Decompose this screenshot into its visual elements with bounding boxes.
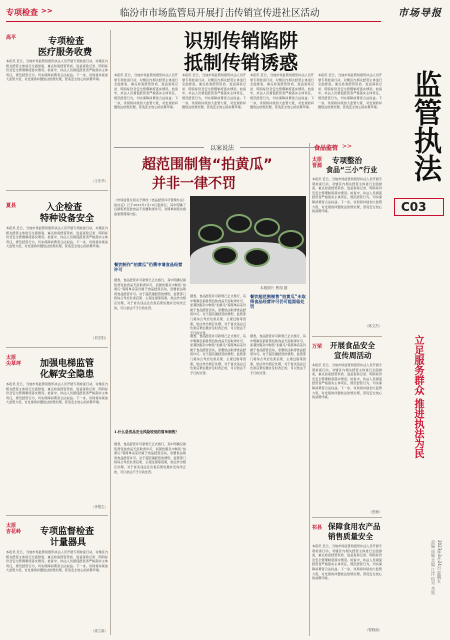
top-headline: 临汾市市场监管局开展打击传销宣传进社区活动	[120, 8, 320, 19]
article-byline: （李银生）	[91, 505, 108, 509]
case-body-2: 据悉，食品经营许可新规已正式施行，其中明确仅销售预包装食品无需取得许可，而餐饮服务中制售“拍黄瓜”等简单凉菜仍属于食品经营活动，需要依法取得食品经营许可。对于超范围经营的情形，监管部门将综合考虑危害后果、主观过错等因素，依法作出相应处理，对于首次违法且危害后果轻微并及时改正的，可以依法不予行政处罚。	[114, 442, 186, 474]
region-tag: 夏县	[6, 203, 17, 209]
case-right-column	[190, 292, 306, 636]
top-bar	[0, 0, 450, 24]
right-article-jinyuan	[312, 155, 382, 330]
region-tag: 太原 晋源	[312, 157, 323, 169]
article-title-line-1: 专项检查	[48, 37, 85, 47]
column-title: 监管执法	[410, 70, 443, 182]
article-title-line-2: 化解安全隐患	[40, 370, 95, 380]
subhead-1	[114, 262, 186, 276]
article-title-line-2: 销售质量安全	[328, 532, 373, 541]
article-body: 本报讯 近日，当地市场监管局组织执法人员开展专项检查行动，对辖区内相关经营主体进行全面排查，重点检查经营资质、进货查验记录、明码标价及安全管理制度落实情况。检查中，执法人员督促经营者严格落实主体责任，规范经营行为，切实保障消费者合法权益。下一步，该局将持续加大监管力度，对发现的问题依法依规处理，营造安全放心的消费环境。	[6, 550, 108, 573]
cucumber-piece-icon	[254, 218, 280, 237]
food-section-arrows-icon: >>	[342, 143, 353, 150]
lead-body-col-4: 本报讯 近日，当地市场监管局组织执法人员开展专项检查行动，对辖区内相关经营主体进行全面排查，重点检查经营资质、进货查验记录、明码标价及安全管理制度落实情况。检查中，执法人员督促经营者严格落实主体责任，规范经营行为，切实保障消费者合法权益。下一步，该局将持续加大监管力度，对发现的问题依法依规处理，营造安全放心的消费环境。	[318, 73, 382, 110]
right-article-wanrong	[312, 340, 382, 516]
article-title-line-2: 食品“三小”行业	[326, 166, 378, 174]
article-title-line-1: 入企检查	[46, 203, 83, 213]
masthead	[384, 0, 450, 640]
center-right-divider	[309, 143, 310, 636]
food-section-text: 食品监管	[314, 145, 339, 152]
left-article-gaoping	[6, 32, 108, 187]
left-divider-3	[6, 515, 108, 516]
banner-label: 以案说法	[210, 145, 235, 152]
article-title-line-2: 宣传周活动	[334, 351, 372, 360]
article-title-line-1: 保障食用农产品	[328, 522, 381, 531]
article-title-line-1: 加强电梯监管	[40, 359, 95, 369]
left-article-jiancaoping	[6, 352, 108, 512]
article-body: 本报讯 近日，当地市场监管局组织执法人员开展专项检查行动，对辖区内相关经营主体进行全面排查，重点检查经营资质、进货查验记录、明码标价及安全管理制度落实情况。检查中，执法人员督促经营者严格落实主体责任，规范经营行为，切实保障消费者合法权益。下一步，该局将持续加大监管力度，对发现的问题依法依规处理，营造安全放心的消费环境。	[312, 544, 382, 581]
article-body: 本报讯 近日，当地市场监管局组织执法人员开展专项检查行动，对辖区内相关经营主体进行全面排查，重点检查经营资质、进货查验记录、明码标价及安全管理制度落实情况。检查中，执法人员督促经营者严格落实主体责任，规范经营行为，切实保障消费者合法权益。下一步，该局将持续加大监管力度，对发现的问题依法依规处理，营造安全放心的消费环境。	[312, 363, 382, 400]
left-divider-2	[6, 347, 108, 348]
lead-headline-2: 抵制传销诱惑	[184, 52, 299, 74]
region-tag: 太原 尖草坪	[6, 355, 22, 367]
case-headline-1: 超范围制售“拍黄瓜”	[142, 157, 273, 173]
cucumber-piece-icon	[212, 246, 238, 265]
article-body: 本报讯 近日，当地市场监管局组织执法人员开展专项检查行动，对辖区内相关经营主体进行全面排查，重点检查经营资质、进货查验记录、明码标价及安全管理制度落实情况。检查中，执法人员督促经营者严格落实主体责任，规范经营行为，切实保障消费者合法权益。下一步，该局将持续加大监管力度，对发现的问题依法依规处理，营造安全放心的消费环境。	[6, 382, 108, 405]
section-label-special-check: 专项检查	[6, 8, 38, 17]
food-section-label	[312, 143, 382, 153]
bold-para: 1.什么是食品安全风险较低的简单制售？	[114, 430, 179, 434]
subhead-2-text: 餐饮超范围制售“拍黄瓜”未取得食品经营许可仍可能面临处罚	[250, 294, 306, 310]
right-divider-2	[312, 517, 382, 518]
article-body: 本报讯 近日，当地市场监管局组织执法人员开展专项检查行动，对辖区内相关经营主体进行全面排查，重点检查经营资质、进货查验记录、明码标价及安全管理制度落实情况。检查中，执法人员督促经营者严格落实主体责任，规范经营行为，切实保障消费者合法权益。下一步，该局将持续加大监管力度，对发现的问题依法依规处理，营造安全放心的消费环境。	[312, 177, 382, 214]
lead-body-col-3: 本报讯 近日，当地市场监管局组织执法人员开展专项检查行动，对辖区内相关经营主体进行全面排查，重点检查经营资质、进货查验记录、明码标价及安全管理制度落实情况。检查中，执法人员督促经营者严格落实主体责任，规范经营行为，切实保障消费者合法权益。下一步，该局将持续加大监管力度，对发现的问题依法依规处理，营造安全放心的消费环境。	[250, 73, 314, 110]
article-byline: （张楠）	[368, 510, 382, 514]
lead-headline-1: 识别传销陷阱	[184, 30, 299, 52]
case-intro: 《市场监管总局关于修改《食品经营许可管理办法》的决定》已于2023年1月10日起施行。其中明确了仅销售预包装食品不需要取得许可，对简单制售实施备案管理等内容。	[114, 198, 186, 216]
article-body: 本报讯 近日，当地市场监管局组织执法人员开展专项检查行动，对辖区内相关经营主体进行全面排查，重点检查经营资质、进货查验记录、明码标价及安全管理制度落实情况。检查中，执法人员督促经营者严格落实主体责任，规范经营行为，切实保障消费者合法权益。下一步，该局将持续加大监管力度，对发现的问题依法依规处理，营造安全放心的消费环境。	[6, 59, 108, 82]
page-code-box	[394, 198, 444, 216]
case-right-text-1: 据悉，食品经营许可新规已正式施行，其中明确仅销售预包装食品无需取得许可，而餐饮服务中制售“拍黄瓜”等简单凉菜仍属于食品经营活动，需要依法取得食品经营许可。对于超范围经营的情形，监管部门将综合考虑危害后果、主观过错等因素，依法作出相应处理，对于首次违法且危害后果轻微并及时改正的，可以依法不予行政处罚。	[190, 294, 246, 335]
lead-body-col-1: 本报讯 近日，当地市场监管局组织执法人员开展专项检查行动，对辖区内相关经营主体进行全面排查，重点检查经营资质、进货查验记录、明码标价及安全管理制度落实情况。检查中，执法人员督促经营者严格落实主体责任，规范经营行为，切实保障消费者合法权益。下一步，该局将持续加大监管力度，对发现的问题依法依规处理，营造安全放心的消费环境。	[114, 73, 178, 110]
left-article-xiaxian	[6, 196, 108, 344]
article-body: 本报讯 近日，当地市场监管局组织执法人员开展专项检查行动，对辖区内相关经营主体进行全面排查，重点检查经营资质、进货查验记录、明码标价及安全管理制度落实情况。检查中，执法人员督促经营者严格落实主体责任，规范经营行为，切实保障消费者合法权益。下一步，该局将持续加大监管力度，对发现的问题依法依规处理，营造安全放心的消费环境。	[6, 226, 108, 249]
article-title-line-2: 医疗服务收费	[38, 48, 93, 58]
sushi-photo	[190, 196, 306, 284]
paper-logo: 市场导报	[398, 8, 442, 19]
case-banner	[114, 143, 334, 152]
case-body-1: 据悉，食品经营许可新规已正式施行，其中明确仅销售预包装食品无需取得许可，而餐饮服务中制售“拍黄瓜”等简单凉菜仍属于食品经营活动，需要依法取得食品经营许可。对于超范围经营的情形，监管部门将综合考虑危害后果、主观过错等因素，依法作出相应处理，对于首次违法且危害后果轻微并及时改正的，可以依法不予行政处罚。	[114, 278, 186, 310]
article-title-line-2: 计量器具	[50, 538, 87, 548]
banner-rule-left	[114, 147, 204, 148]
article-byline: （姚文杰）	[365, 324, 382, 328]
date-line: 2023年2月24日 星期五	[437, 540, 442, 584]
right-article-qixian	[312, 521, 382, 636]
region-tag: 祁县	[312, 525, 323, 531]
article-byline: （刘宏阳）	[91, 336, 108, 340]
case-right-text-3: 据悉，食品经营许可新规已正式施行，其中明确仅销售预包装食品无需取得许可，而餐饮服务中制售“拍黄瓜”等简单凉菜仍属于食品经营活动，需要依法取得食品经营许可。对于超范围经营的情形，监管部门将综合考虑危害后果、主观过错等因素，依法作出相应处理，对于首次违法且危害后果轻微并及时改正的，可以依法不予行政处罚。	[250, 334, 306, 375]
top-rule	[6, 21, 381, 22]
arrows-icon: >>	[41, 7, 53, 15]
region-tag: 太原 杏花岭	[6, 523, 22, 535]
cucumber-piece-icon	[226, 214, 252, 233]
case-right-text-2: 据悉，食品经营许可新规已正式施行，其中明确仅销售预包装食品无需取得许可，而餐饮服务中制售“拍黄瓜”等简单凉菜仍属于食品经营活动，需要依法取得食品经营许可。对于超范围经营的情形，监管部门将综合考虑危害后果、主观过错等因素，依法作出相应处理，对于首次违法且危害后果轻微并及时改正的，可以依法不予行政处罚。	[190, 334, 246, 375]
case-left-column	[114, 198, 186, 636]
subhead-1-text: 餐饮制作“拍黄瓜”仍需申请食品经营许可	[114, 262, 183, 273]
region-tag: 高平	[6, 35, 17, 41]
cucumber-piece-icon	[198, 224, 224, 243]
region-tag: 万荣	[312, 344, 323, 350]
article-byline: （王东华）	[91, 179, 108, 183]
article-title-line-1: 专项整治	[332, 156, 362, 165]
left-divider-1	[6, 190, 108, 191]
slogan: 立足服务群众 推进执法为民	[412, 335, 423, 459]
left-col-divider	[110, 30, 111, 635]
page-code: C03	[401, 200, 427, 214]
photo-caption: 本版图片 曹翔 摄	[260, 286, 288, 290]
subhead-2	[250, 294, 306, 330]
article-byline: （程晓琼）	[365, 628, 382, 632]
article-byline: （梁立新）	[91, 629, 108, 633]
lead-story	[114, 26, 382, 141]
article-title-line-2: 特种设备安全	[40, 214, 95, 224]
case-headline-2: 并非一律不罚	[152, 176, 236, 192]
edit-line: 责编 周颖 美编 江洋 校对 李媛	[431, 540, 436, 595]
cucumber-piece-icon	[244, 248, 270, 267]
cucumber-piece-icon	[278, 230, 304, 249]
right-divider-1	[312, 336, 382, 337]
lead-body-col-2: 本报讯 近日，当地市场监管局组织执法人员开展专项检查行动，对辖区内相关经营主体进行全面排查，重点检查经营资质、进货查验记录、明码标价及安全管理制度落实情况。检查中，执法人员督促经营者严格落实主体责任，规范经营行为，切实保障消费者合法权益。下一步，该局将持续加大监管力度，对发现的问题依法依规处理，营造安全放心的消费环境。	[182, 73, 246, 110]
article-title-line-1: 开展食品安全	[330, 341, 375, 350]
left-article-xinghualing	[6, 520, 108, 636]
article-title-line-1: 专项监督检查	[40, 527, 95, 537]
